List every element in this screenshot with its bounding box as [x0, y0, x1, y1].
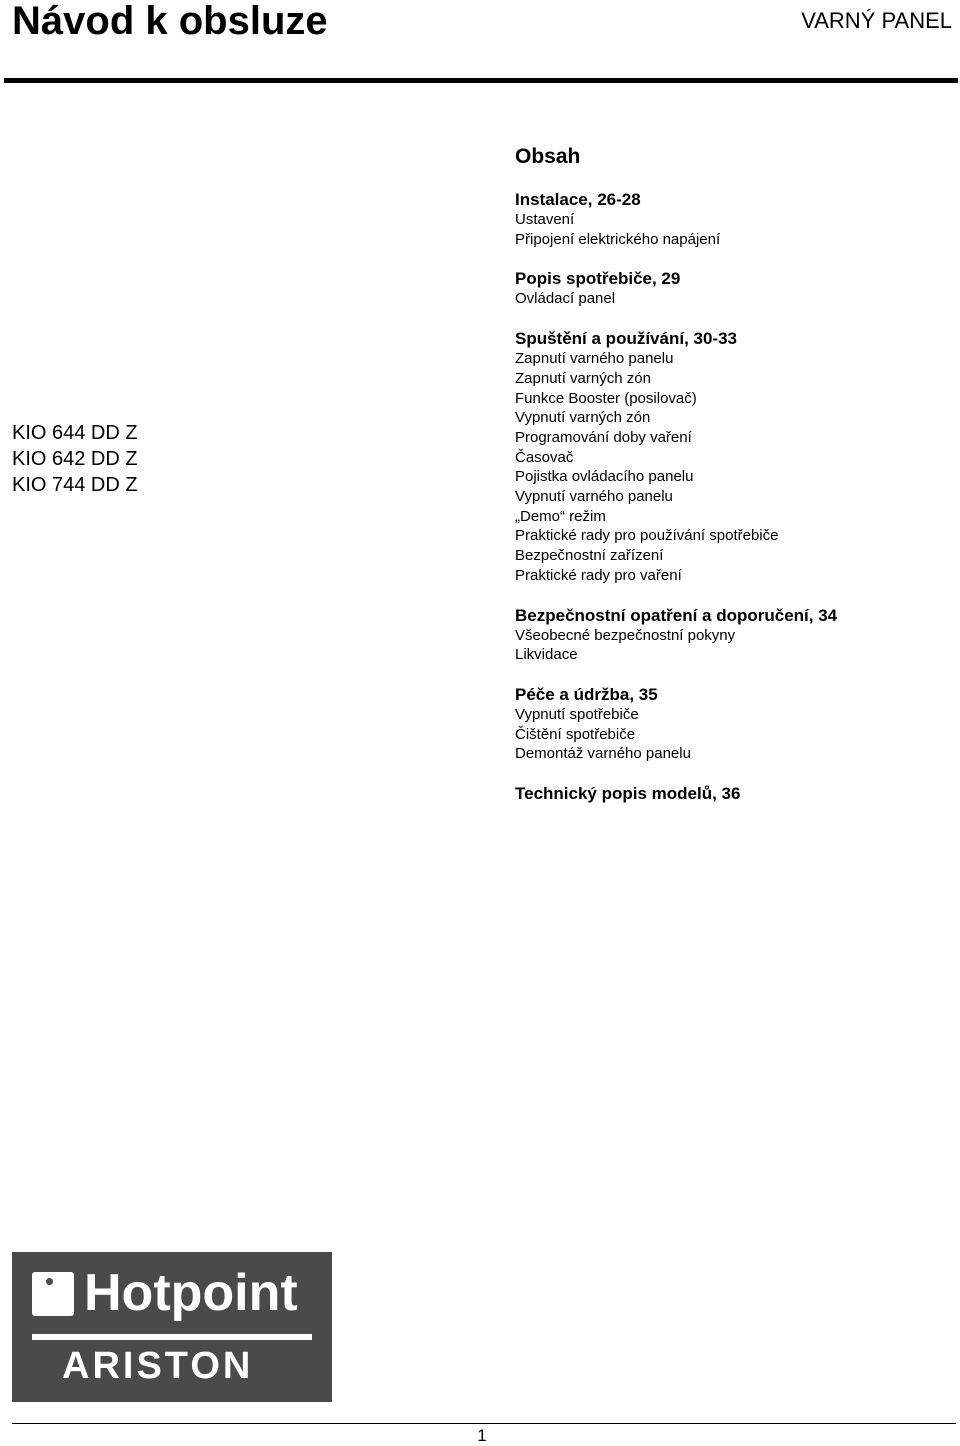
toc-heading: Obsah: [515, 145, 581, 168]
toc-item: Bezpečnostní zařízení: [515, 547, 664, 565]
logo-brand-secondary: ARISTON: [62, 1345, 254, 1387]
toc-item: Vypnutí varného panelu: [515, 488, 673, 506]
page-number: 1: [477, 1426, 487, 1445]
model-name: KIO 744 DD Z: [12, 474, 138, 496]
toc-item: Vypnutí varných zón: [515, 409, 651, 427]
toc-item: Funkce Booster (posilovač): [515, 389, 697, 407]
model-list: [12, 420, 212, 498]
toc-section-title: Technický popis modelů, 36: [515, 784, 741, 804]
header-divider: [4, 78, 958, 83]
hotpoint-ariston-logo: [12, 1252, 332, 1402]
toc-item: Vypnutí spotřebiče: [515, 705, 639, 723]
logo-divider: [32, 1334, 312, 1340]
toc-item: „Demo“ režim: [515, 507, 606, 525]
toc-item: Všeobecné bezpečnostní pokyny: [515, 626, 736, 644]
toc-section-title: Spuštění a používání, 30-33: [515, 329, 738, 349]
toc-section-care: [515, 684, 955, 764]
product-type: VARNÝ PANEL: [801, 8, 952, 33]
toc-section-title: Instalace, 26-28: [515, 190, 641, 209]
model-name: KIO 644 DD Z: [12, 422, 138, 444]
toc-item: Časovač: [515, 448, 574, 466]
toc-item: Zapnutí varného panelu: [515, 350, 674, 368]
toc-item: Demontáž varného panelu: [515, 745, 691, 763]
toc-item: Zapnutí varných zón: [515, 369, 651, 387]
toc-item: Likvidace: [515, 646, 578, 664]
toc-item: Ovládací panel: [515, 290, 616, 308]
table-of-contents: [515, 143, 955, 823]
toc-section-safety: [515, 605, 955, 665]
toc-section-technical: [515, 783, 955, 804]
toc-section-installation: [515, 189, 955, 249]
footer-divider: [12, 1423, 956, 1424]
toc-item: Praktické rady pro používání spotřebiče: [515, 527, 779, 545]
logo-mark-icon: [32, 1272, 74, 1316]
toc-section-title: Péče a údržba, 35: [515, 684, 658, 704]
toc-section-start-and-use: [515, 328, 955, 585]
toc-item: Pojistka ovládacího panelu: [515, 468, 694, 486]
toc-item: Praktické rady pro vaření: [515, 566, 682, 584]
toc-item: Ustavení: [515, 211, 575, 228]
toc-section-title: Popis spotřebiče, 29: [515, 269, 681, 289]
toc-item: Čištění spotřebiče: [515, 725, 636, 743]
model-name: KIO 642 DD Z: [12, 448, 138, 470]
toc-item: Připojení elektrického napájení: [515, 230, 721, 248]
toc-section-title: Bezpečnostní opatření a doporučení, 34: [515, 605, 838, 625]
page-title: Návod k obsluze: [12, 0, 328, 43]
toc-section-description: [515, 268, 955, 309]
logo-brand-primary: Hotpoint: [84, 1264, 298, 1322]
toc-item: Programování doby vaření: [515, 428, 692, 446]
